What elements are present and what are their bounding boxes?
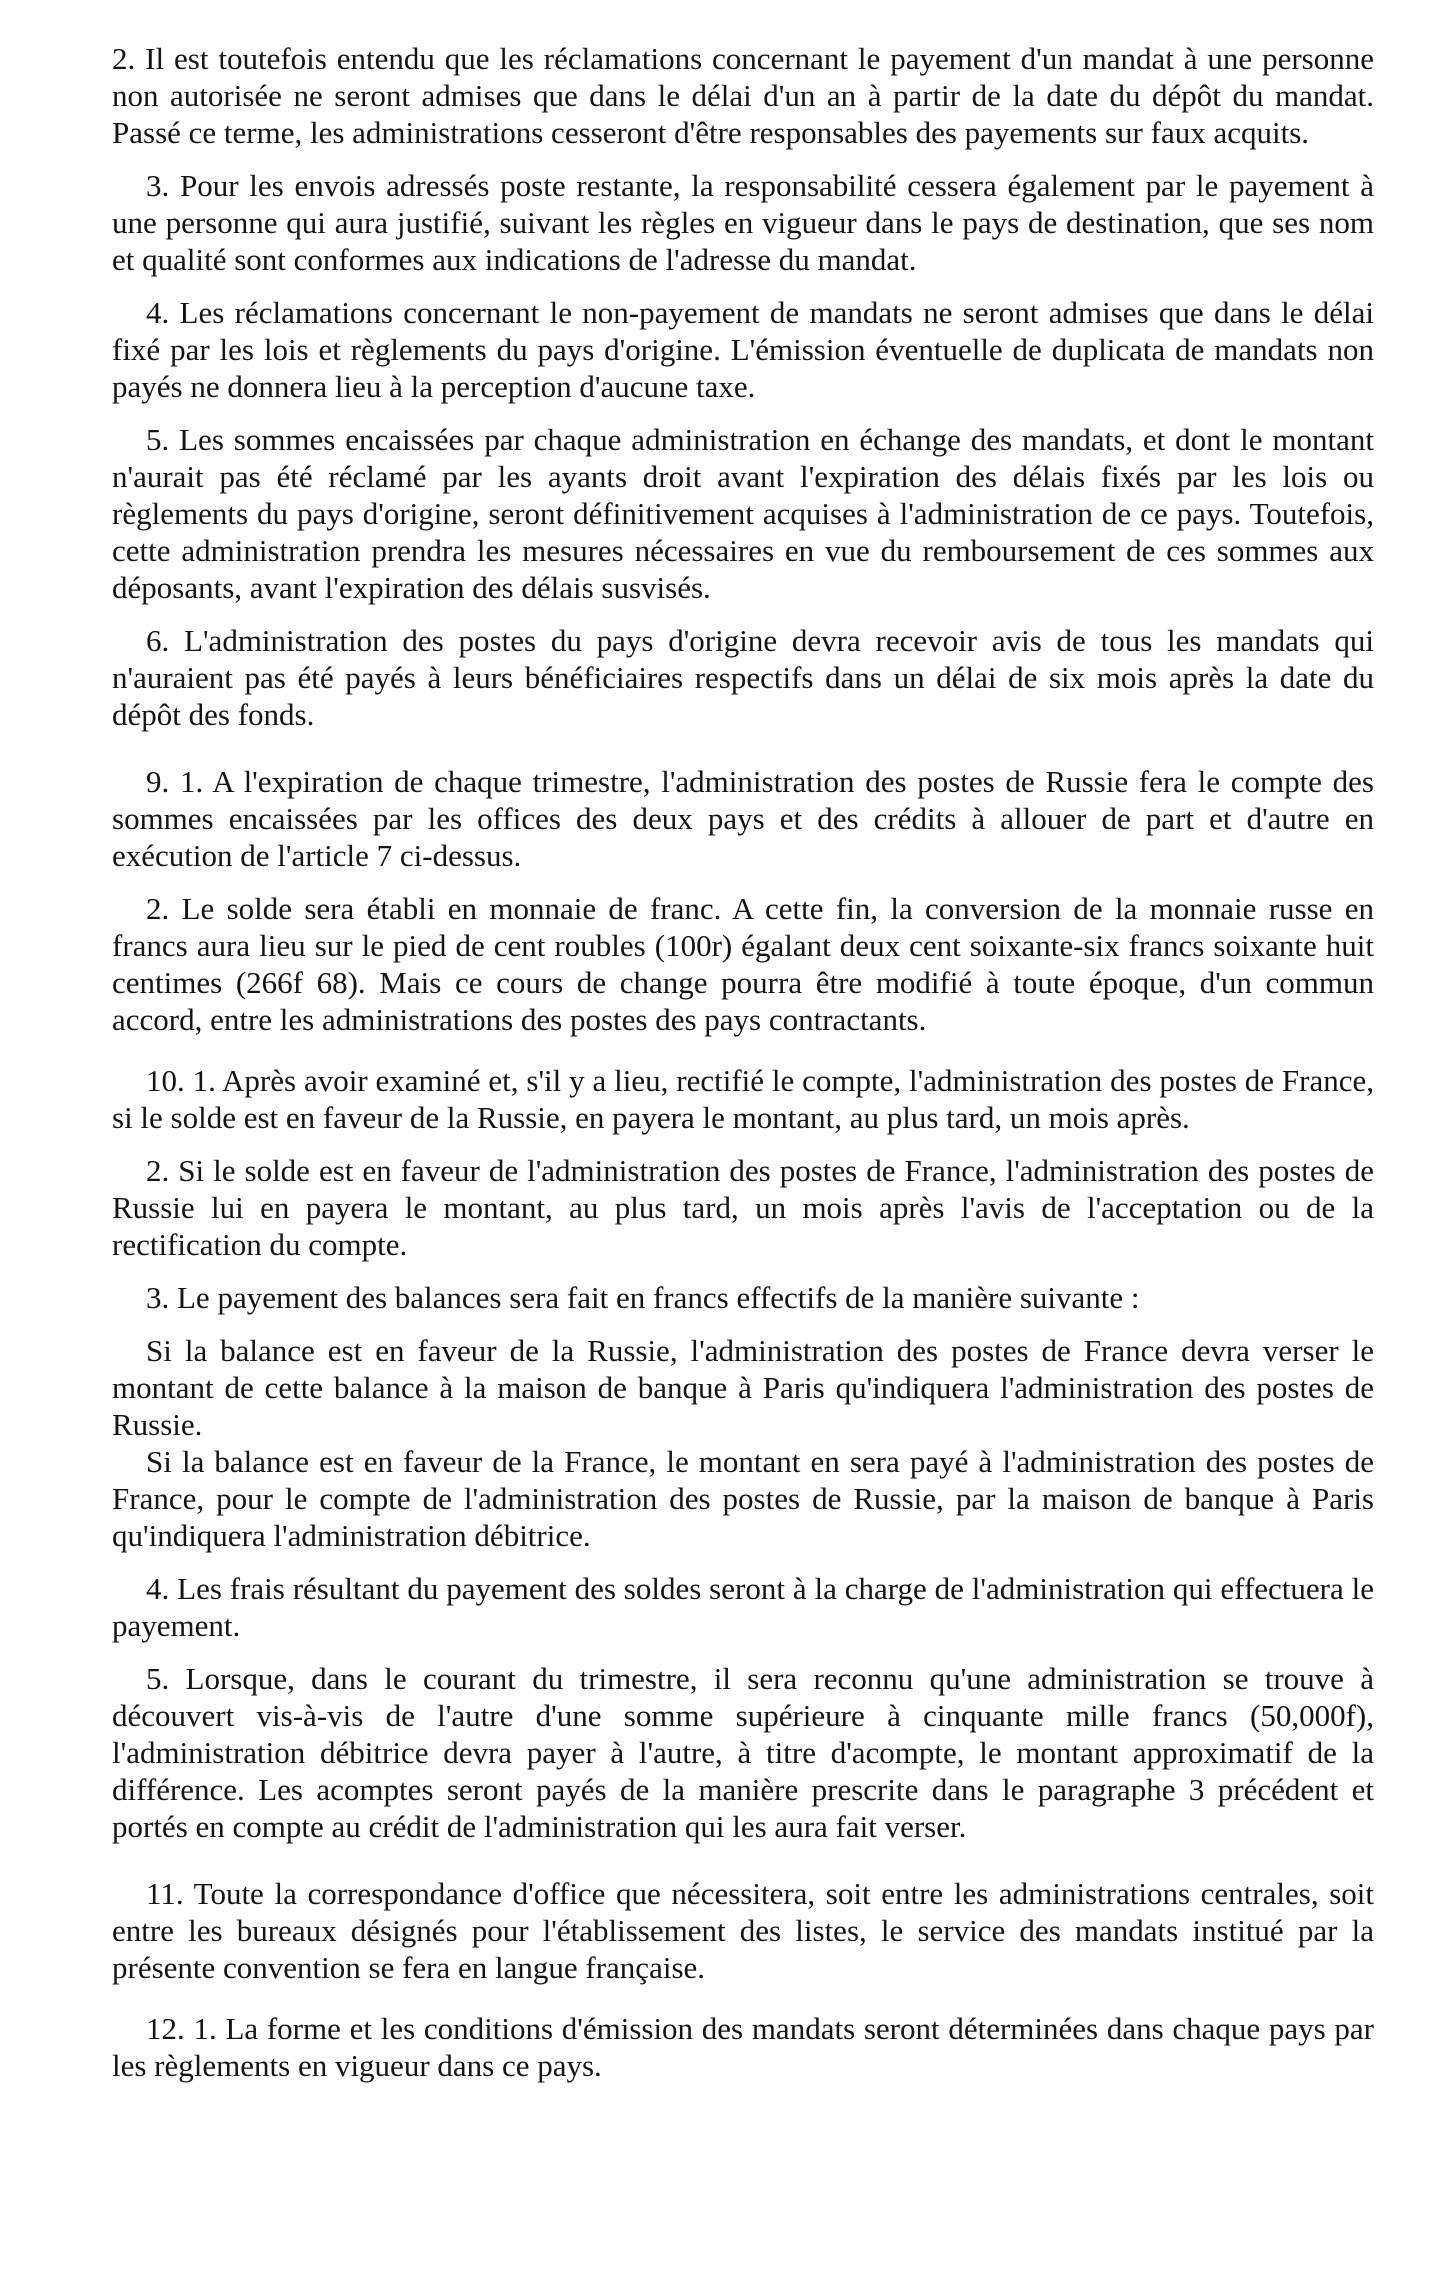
paragraph-10-4: 4. Les frais résultant du payement des soldes seront à la charge de l'administration qui effectuera le payement.: [112, 1571, 1374, 1643]
paragraph-8-3: 3. Pour les envois adressés poste restante, la responsabilité cessera également par le payement à une personne qui aura justifié, suivant les règles en vigueur dans le pays de destination, que ses nom et qualité sont conformes aux indications de l'adresse du mandat.: [112, 168, 1374, 277]
paragraph-10-3-russia: Si la balance est en faveur de la Russie, l'administration des postes de France devra verser le montant de cette balance à la maison de banque à Paris qu'indiquera l'administration des postes de Russie.: [112, 1333, 1374, 1442]
paragraph-9-2: 2. Le solde sera établi en monnaie de franc. A cette fin, la conversion de la monnaie russe en francs aura lieu sur le pied de cent roubles (100r) égalant deux cent soixante-six francs soixante huit centimes (266f 68). Mais ce cours de change pourra être modifié à toute époque, d'un commun accord, entre les administrations des postes des pays contractants.: [112, 891, 1374, 1037]
paragraph-10-2: 2. Si le solde est en faveur de l'administration des postes de France, l'administration des postes de Russie lui en payera le montant, au plus tard, un mois après l'avis de l'acceptation ou de la rectification du compte.: [112, 1153, 1374, 1262]
paragraph-8-2: 2. Il est toutefois entendu que les réclamations concernant le payement d'un mandat à une personne non autorisée ne seront admises que dans le délai d'un an à partir de la date du dépôt du mandat. Passé ce terme, les administrations cesseront d'être responsables des payements sur faux acquits.: [112, 41, 1374, 150]
paragraph-8-5: 5. Les sommes encaissées par chaque administration en échange des mandats, et dont le montant n'aurait pas été réclamé par les ayants droit avant l'expiration des délais fixés par les lois ou règlements du pays d'origine, seront définitivement acquises à l'administration de ce pays. Toutefois, cette administration prendra les mesures nécessaires en vue du remboursement de ces sommes aux déposants, avant l'expiration des délais susvisés.: [112, 422, 1374, 605]
paragraph-10-3-france: Si la balance est en faveur de la France, le montant en sera payé à l'administration des postes de France, pour le compte de l'administration des postes de Russie, par la maison de banque à Paris qu'indiquera l'administration débitrice.: [112, 1444, 1374, 1553]
paragraph-9-1: 9. 1. A l'expiration de chaque trimestre, l'administration des postes de Russie fera le compte des sommes encaissées par les offices des deux pays et des crédits à allouer de part et d'autre en exécution de l'article 7 ci-dessus.: [112, 764, 1374, 873]
document-page: [112, 40, 1374, 2084]
paragraph-8-4: 4. Les réclamations concernant le non-payement de mandats ne seront admises que dans le délai fixé par les lois et règlements du pays d'origine. L'émission éventuelle de duplicata de mandats non payés ne donnera lieu à la perception d'aucune taxe.: [112, 295, 1374, 404]
paragraph-11: 11. Toute la correspondance d'office que nécessitera, soit entre les administrations centrales, soit entre les bureaux désignés pour l'établissement des listes, le service des mandats institué par la présente convention se fera en langue française.: [112, 1876, 1374, 1985]
paragraph-12-1: 12. 1. La forme et les conditions d'émission des mandats seront déterminées dans chaque pays par les règlements en vigueur dans ce pays.: [112, 2011, 1374, 2083]
paragraph-8-6: 6. L'administration des postes du pays d'origine devra recevoir avis de tous les mandats qui n'auraient pas été payés à leurs bénéficiaires respectifs dans un délai de six mois après la date du dépôt des fonds.: [112, 623, 1374, 732]
paragraph-10-3: 3. Le payement des balances sera fait en francs effectifs de la manière suivante :: [146, 1280, 1140, 1315]
paragraph-10-5: 5. Lorsque, dans le courant du trimestre, il sera reconnu qu'une administration se trouve à découvert vis-à-vis de l'autre d'une somme supérieure à cinquante mille francs (50,000f), l'administration débitrice devra payer à l'autre, à titre d'acompte, le montant approximatif de la différence. Les acomptes seront payés de la manière prescrite dans le paragraphe 3 précédent et portés en compte au crédit de l'administration qui les aura fait verser.: [112, 1661, 1374, 1844]
paragraph-10-1: 10. 1. Après avoir examiné et, s'il y a lieu, rectifié le compte, l'administration des postes de France, si le solde est en faveur de la Russie, en payera le montant, au plus tard, un mois après.: [112, 1063, 1374, 1135]
